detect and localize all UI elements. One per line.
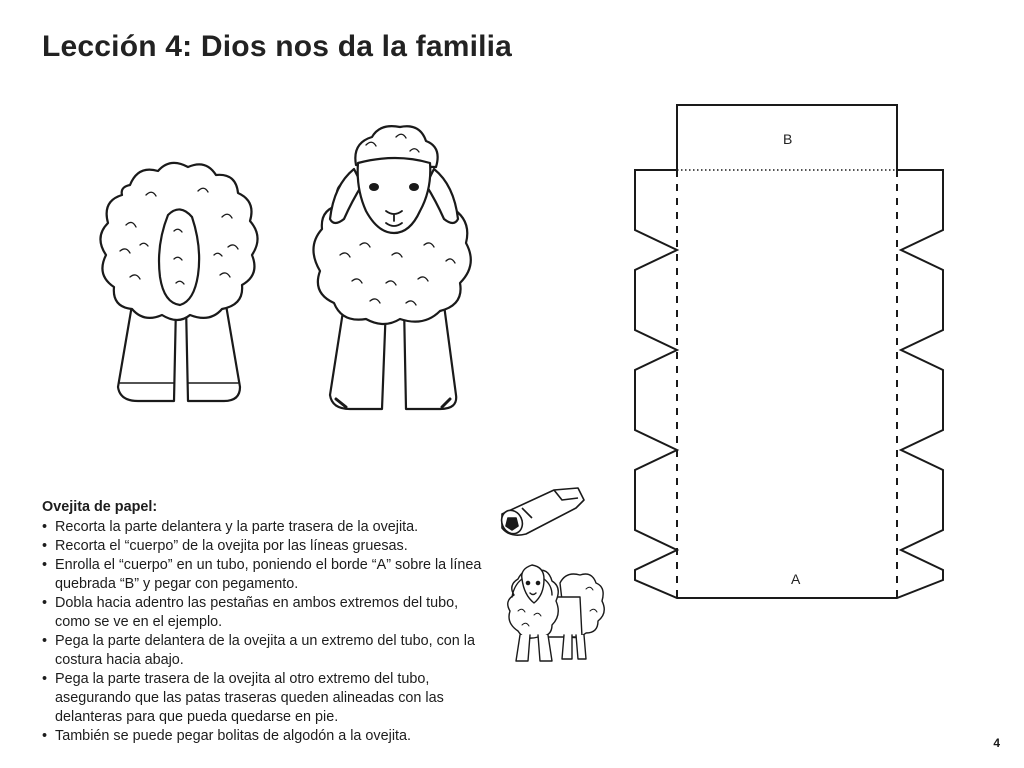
instruction-step: • Recorta la parte delantera y la parte trasera de la ovejita. [42, 518, 482, 537]
instruction-step: • Enrolla el “cuerpo” en un tubo, poniendo el borde “A” sobre la línea quebrada “B” y pegar con pegamento. [42, 556, 482, 594]
instructions-title: Ovejita de papel: [42, 499, 158, 515]
page-title: Lección 4: Dios nos da la familia [42, 30, 513, 63]
instructions-block [42, 498, 482, 746]
sheep-back-icon [90, 155, 270, 415]
sheep-front-icon [300, 115, 490, 415]
body-pattern-cutout [625, 98, 955, 608]
instruction-step: • Recorta el “cuerpo” de la ovejita por las líneas gruesas. [42, 537, 482, 556]
instruction-step: • También se puede pegar bolitas de algodón a la ovejita. [42, 727, 482, 746]
instruction-step: • Pega la parte delantera de la ovejita a un extremo del tubo, con la costura hacia abajo. [42, 632, 482, 670]
instruction-step: • Dobla hacia adentro las pestañas en ambos extremos del tubo, como se ve en el ejemplo. [42, 594, 482, 632]
paper-tube-icon [492, 478, 592, 548]
instructions-list [42, 518, 482, 746]
pattern-label-b: B [783, 131, 793, 147]
pattern-label-a: A [791, 571, 801, 587]
assembled-sheep-icon [500, 555, 610, 670]
instruction-step: • Pega la parte trasera de la ovejita al otro extremo del tubo, asegurando que las patas traseras queden alineadas con las delanteras para que pueda quedarse en pie. [42, 670, 482, 727]
page-number: 4 [993, 736, 1000, 750]
